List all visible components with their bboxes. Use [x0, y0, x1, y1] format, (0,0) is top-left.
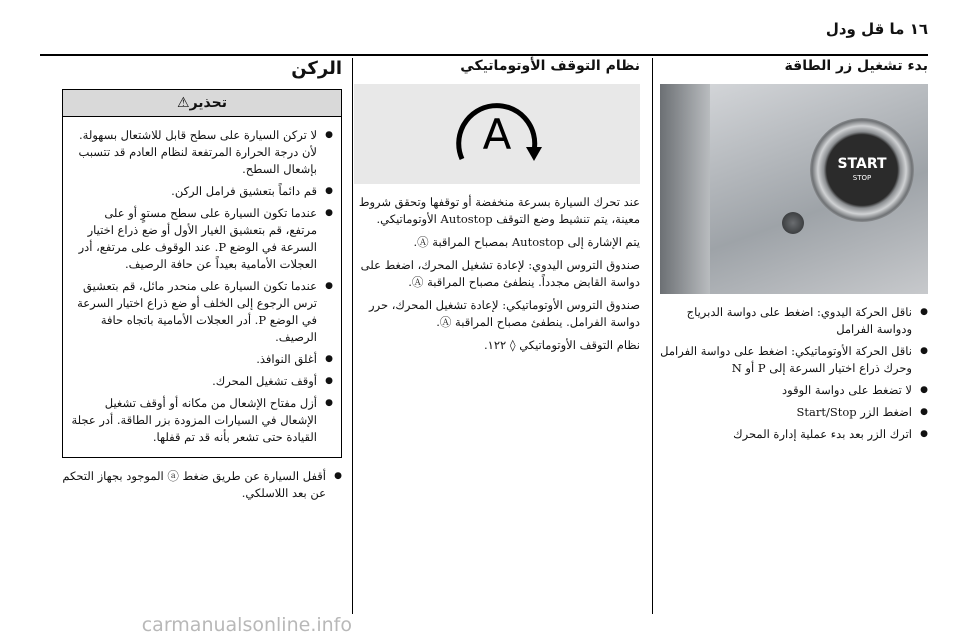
warning-title: تحذير⚠: [63, 90, 341, 117]
start-heading: بدء تشغيل زر الطاقة: [784, 58, 928, 74]
column-divider: [352, 58, 353, 614]
dashboard-knob: [782, 212, 804, 234]
autostop-paragraph: صندوق التروس اليدوي: لإعادة تشغيل المحرك، اضغط على دواسة القابض مجدداً. ينطفئ مصباح المراقبة Ⓐ.: [360, 258, 640, 289]
parking-list: [62, 468, 342, 502]
column-divider: [652, 58, 653, 614]
list-item: ● اضغط الزر Start/Stop: [660, 404, 928, 421]
autostop-symbol-letter: A: [482, 110, 512, 159]
parking-heading: الركن: [291, 58, 342, 79]
start-steps-list: [660, 304, 928, 443]
list-item: ● أغلق النوافذ.: [71, 351, 333, 368]
autostop-paragraph: صندوق التروس الأوتوماتيكي: لإعادة تشغيل المحرك، حرر دواسة الفرامل. ينطفئ مصباح المراقبة Ⓐ.: [369, 298, 640, 329]
list-item: ● عندما تكون السيارة على منحدر مائل، قم بتعشيق ترس الرجوع إلى الخلف أو ضع ذراع اختيار السرعة في الوضع P. أدر العجلات الأمامية باتجاه حافة الرصيف.: [71, 278, 333, 346]
stop-label: STOP: [852, 174, 872, 182]
page-title: ١٦ ما قل ودل: [825, 20, 928, 38]
warning-box: [62, 89, 342, 458]
list-item: ● قم دائماً بتعشيق فرامل الركن.: [71, 183, 333, 200]
list-item: ● لا تضغط على دواسة الوقود: [660, 382, 928, 399]
list-item: ● أزل مفتاح الإشعال من مكانه أو أوقف تشغيل الإشعال في السيارات المزودة بزر الطاقة. أدر عجلة القيادة حتى تشعر بأنه قد تم قفلها.: [71, 395, 333, 446]
autostop-heading: نظام التوقف الأوتوماتيكي: [460, 58, 640, 74]
autostop-paragraph: يتم الإشارة إلى Autostop بمصباح المراقبة Ⓐ.: [413, 235, 640, 249]
autostop-paragraph: عند تحرك السيارة بسرعة منخفضة أو توقفها وتحقق شروط معينة، يتم تنشيط وضع التوقف Autostop الأوتوماتيكي.: [358, 195, 640, 226]
autostop-icon: [442, 89, 552, 179]
start-label: START: [837, 156, 887, 172]
watermark: carmanualsonline.info: [141, 614, 352, 636]
dashboard-vent: [660, 84, 710, 294]
parking-section: [62, 58, 342, 507]
warning-list: [63, 127, 341, 457]
header-rule: [40, 54, 928, 56]
autostop-symbol-box: [354, 84, 640, 184]
autostop-section: [354, 58, 640, 360]
list-item: ● اترك الزر بعد بدء عملية إدارة المحرك: [660, 426, 928, 443]
start-button-photo: [660, 84, 928, 294]
list-item: ● ناقل الحركة الأوتوماتيكي: اضغط على دواسة الفرامل وحرك ذراع اختيار السرعة إلى P أو N: [660, 343, 928, 377]
start-stop-button-image: [810, 118, 914, 222]
list-item: ● عندما تكون السيارة على سطح مستوٍ أو على مرتفع، قم بتعشيق الغيار الأول أو ضع ذراع اختيار السرعة في الوضع P. عند الوقوف على مرتفع، أدر العجلات الأمامية بعيداً عن حافة الرصيف.: [71, 205, 333, 273]
list-item: ● أقفل السيارة عن طريق ضغط ⓐ الموجود بجهاز التحكم عن بعد اللاسلكي.: [62, 468, 342, 502]
page-header: [0, 14, 960, 44]
start-section: [660, 58, 928, 448]
list-item: ● أوقف تشغيل المحرك.: [71, 373, 333, 390]
list-item: ● لا تركن السيارة على سطح قابل للاشتعال بسهولة. لأن درجة الحرارة المرتفعة لنظام العادم قد تتسبب بإشعال السطح.: [71, 127, 333, 178]
list-item: ● ناقل الحركة اليدوي: اضغط على دواسة الدبرياج ودواسة الفرامل: [660, 304, 928, 338]
autostop-paragraph: نظام التوقف الأوتوماتيكي ◊ ١٢٢.: [484, 338, 640, 352]
